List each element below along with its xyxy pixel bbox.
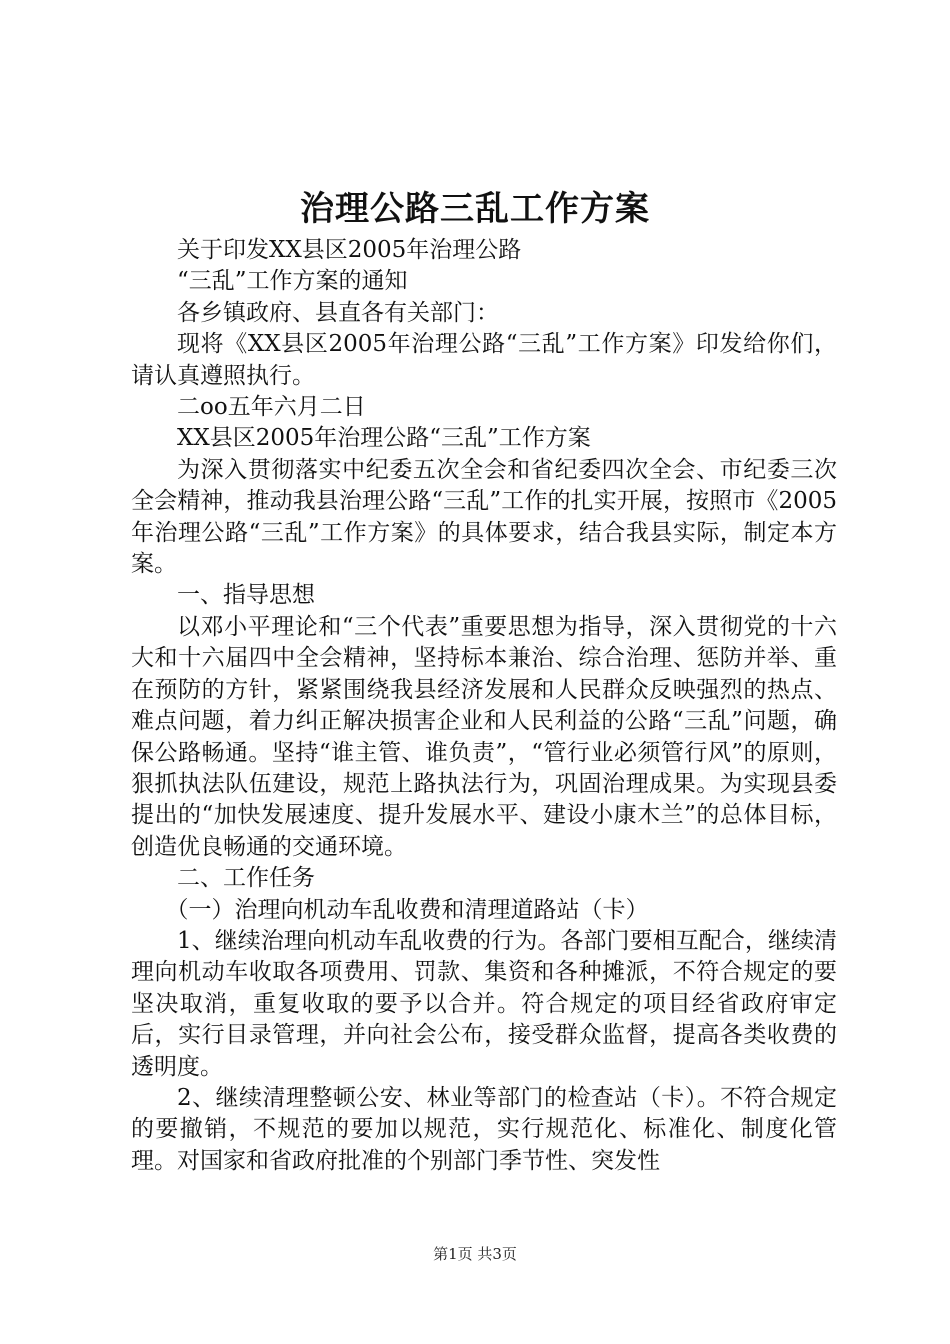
section-heading-tasks: 二、工作任务 <box>177 865 315 892</box>
guiding-thought-paragraph: 以邓小平理论和“三个代表”重要思想为指导，深入贯彻党的十六大和十六届四中全会精神，坚持标本兼治、综合治理、惩防并举、重在预防的方针，紧紧围绕我县经济发展和人民群众反映强烈的热点、难点问题，着力纠正解决损害企业和人民利益的公路“三乱”问题，确保公路畅通。坚持“谁主管、谁负责”，“管行业必须管行风”的原则，狠抓执法队伍建设，规范上路执法行为，巩固治理成果。为实现县委提出的“加快发展速度、提升发展水平、建设小康木兰”的总体目标，创造优良畅通的交通环境。 <box>131 613 837 860</box>
subsection-heading-1: （一）治理向机动车乱收费和清理道路站（卡） <box>165 896 649 923</box>
plan-heading: XX县区2005年治理公路“三乱”工作方案 <box>177 425 591 452</box>
intro-paragraph: 为深入贯彻落实中纪委五次全会和省纪委四次全会、市纪委三次全会精神，推动我县治理公路“三乱”工作的扎实开展，按照市《2005年治理公路“三乱”工作方案》的具体要求，结合我县实际，制定本方案。 <box>131 456 837 578</box>
notice-heading-line-2: “三乱”工作方案的通知 <box>177 268 408 295</box>
section-heading-guiding-thought: 一、指导思想 <box>177 582 315 609</box>
document-title: 治理公路三乱工作方案 <box>300 189 650 229</box>
task-item-2: 2、继续清理整顿公安、林业等部门的检查站（卡）。不符合规定的要撤销，不规范的要加以规范，实行规范化、标准化、制度化管理。对国家和省政府批准的个别部门季节性、突发性 <box>131 1084 837 1174</box>
recipients-line: 各乡镇政府、县直各有关部门： <box>177 299 499 326</box>
task-item-1: 1、继续治理向机动车乱收费的行为。各部门要相互配合，继续清理向机动车收取各项费用、罚款、集资和各种摊派，不符合规定的要坚决取消，重复收取的要予以合并。符合规定的项目经省政府审定后，实行目录管理，并向社会公布，接受群众监督，提高各类收费的透明度。 <box>131 927 837 1080</box>
notice-date: 二oo五年六月二日 <box>177 394 366 421</box>
document-body <box>131 235 837 1177</box>
notice-body: 现将《XX县区2005年治理公路“三乱”工作方案》印发给你们，请认真遵照执行。 <box>131 331 837 389</box>
page-footer: 第1页 共3页 <box>433 1245 517 1263</box>
notice-heading-line-1: 关于印发XX县区2005年治理公路 <box>177 237 522 263</box>
